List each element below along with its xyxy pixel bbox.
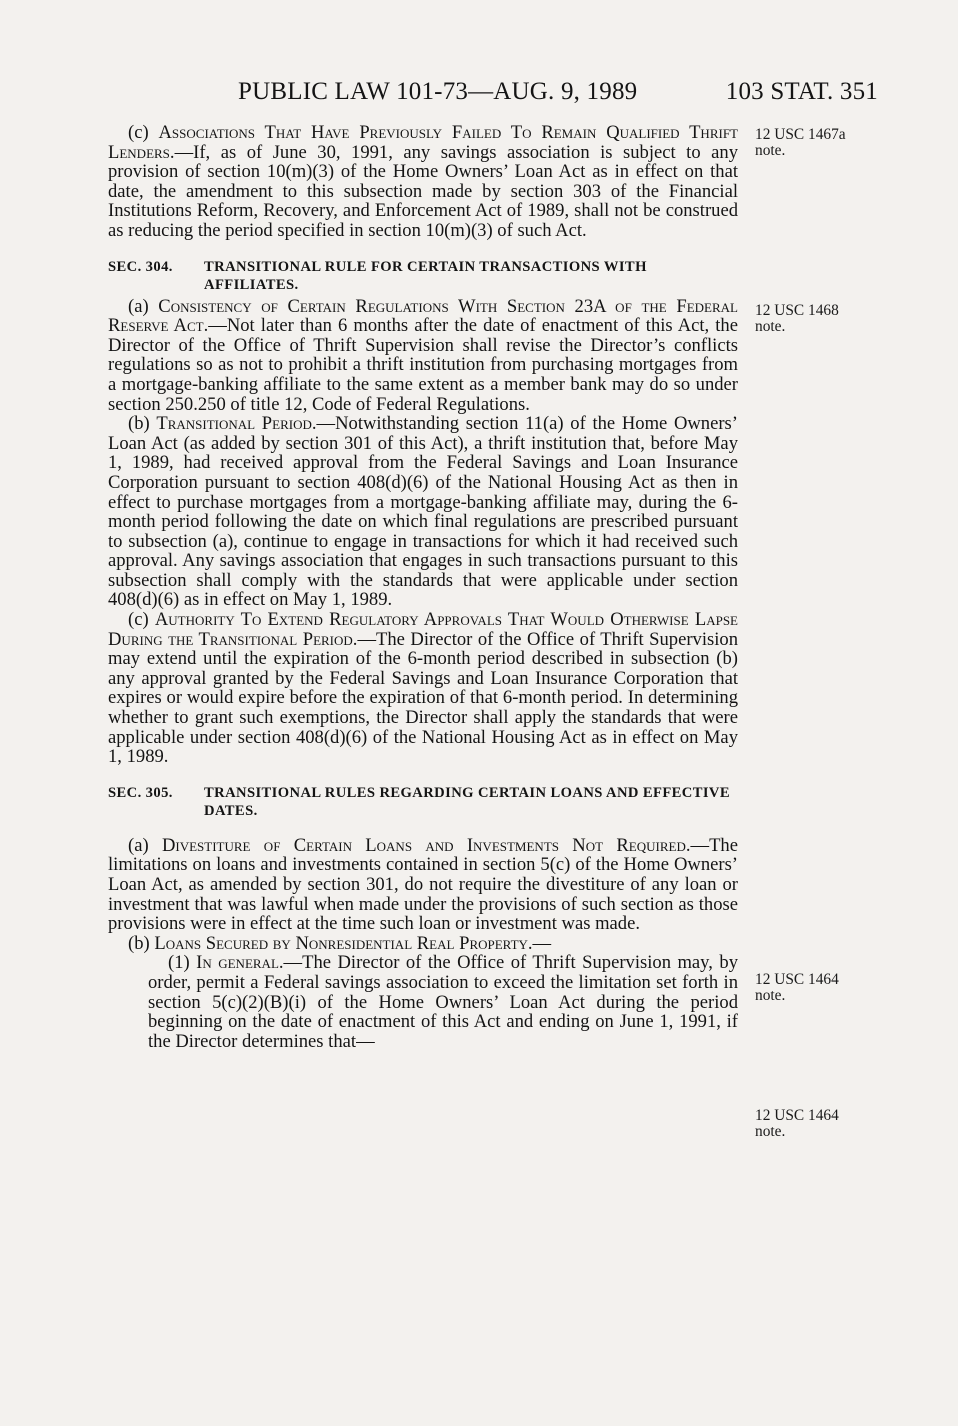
header-title: PUBLIC LAW 101-73—AUG. 9, 1989: [238, 78, 638, 105]
subsection-heading: Transitional Period.: [156, 413, 317, 435]
subsection-text: —Notwithstanding section 11(a) of the Home Owners’ Loan Act (as added by section 301 of this Act), a thrift institution that, before May 1, 1989, had received approval from the Federal Savings and Loan Insurance Corporation pursuant to section 408(d)(6) of the National Housing Act as then in effect to purchase mortgages from a mortgage-banking affiliate may, during the 6-month period following the date on which final regulations are prescribed pursuant to subsection (a), continue to engage in transactions for which it had received such approval. Any savings association that engages in such transactions pursuant to this subsection shall comply with the standards that were applicable under section 408(d)(6) as in effect on May 1, 1989.: [108, 413, 738, 611]
body-text-column: [108, 123, 738, 1051]
running-header: [108, 78, 878, 114]
margin-note-citation: 12 USC 1468: [755, 302, 839, 319]
subsection-label: (a): [128, 834, 149, 856]
margin-note-suffix: note.: [755, 987, 786, 1004]
margin-note-citation: 12 USC 1467a: [755, 126, 846, 143]
margin-note-suffix: note.: [755, 318, 786, 335]
section-number: SEC. 305.: [108, 784, 173, 801]
subsection-text: —The limitations on loans and investments contained in section 5(c) of the Home Owners’ Loan Act, as amended by section 301, do not require the divestiture of any loan or investment that was lawful when made under the provisions of such section as those provisions were in effect at the time such loan or investment was made.: [108, 834, 738, 935]
section-title: TRANSITIONAL RULE FOR CERTAIN TRANSACTIONS WITH AFFILIATES.: [204, 258, 647, 293]
sec303-subsection-c: [108, 123, 738, 241]
sec304-subsection-c: [108, 610, 738, 767]
subsection-text: —If, as of June 30, 1991, any savings association is subject to any provision of section 10(m)(3) of the Home Owners’ Loan Act as in effect on that date, the amendment to this subsection made by section 303 of the Financial Institutions Reform, Recovery, and Enforcement Act of 1989, shall not be construed as reducing the period specified in section 10(m)(3) of such Act.: [108, 141, 738, 241]
subsection-heading: Loans Secured by Nonresidential Real Property.: [154, 932, 533, 954]
margin-note-1: [755, 127, 865, 159]
margin-note-3: [755, 972, 865, 1004]
sec304-subsection-b: [108, 414, 738, 610]
margin-note-suffix: note.: [755, 1123, 786, 1140]
margin-note-2: [755, 303, 865, 335]
paragraph-text: —The Director of the Office of Thrift Supervision may, by order, permit a Federal savings association to exceed the limitation set forth in section 5(c)(2)(B)(i) of the Home Owners’ Loan Act during the period beginning on the date of enactment of this Act and ending on June 1, 1991, if the Director determines that—: [148, 952, 738, 1052]
sec305-paragraph-b1: [108, 953, 738, 1051]
paragraph-heading: In general.: [196, 952, 284, 974]
subsection-heading: Consistency of Certain Regulations With Section 23A of the Federal Reserve Act.: [108, 295, 738, 337]
margin-note-citation: 12 USC 1464: [755, 1107, 839, 1124]
subsection-label: (a): [128, 295, 149, 317]
subsection-text: —The Director of the Office of Thrift Supervision may extend until the expiration of the 6-month period described in subsection (b) any approval granted by the Federal Savings and Loan Insurance Corporation that expires or would expire before the expiration of that 6-month period. In determining whether to grant such exemptions, the Director shall apply the standards that were applicable under section 408(d)(6) of the National Housing Act as in effect on May 1, 1989.: [108, 628, 738, 768]
sec305-subsection-b: [108, 934, 738, 954]
sec305-subsection-a: [108, 836, 738, 934]
section-number: SEC. 304.: [108, 258, 173, 275]
subsection-dash: —: [532, 932, 552, 954]
subsection-label: (b): [128, 932, 150, 954]
paragraph-label: (1): [168, 952, 190, 974]
subsection-heading: Associations That Have Previously Failed To Remain Qualified Thrift Lenders.: [108, 122, 738, 163]
section-title: TRANSITIONAL RULES REGARDING CERTAIN LOANS AND EFFECTIVE DATES.: [204, 784, 731, 819]
sec304-subsection-a: [108, 297, 738, 415]
header-page-ref: 103 STAT. 351: [725, 78, 878, 105]
subsection-label: (c): [128, 609, 149, 631]
subsection-label: (b): [128, 413, 150, 435]
margin-note-suffix: note.: [755, 142, 786, 159]
subsection-heading: Authority To Extend Regulatory Approvals That Would Otherwise Lapse During the Transitional Period.: [108, 609, 739, 650]
subsection-text: —Not later than 6 months after the date of enactment of this Act, the Director of the Office of Thrift Supervision shall revise the Director’s conflicts regulations so as not to prohibit a thrift institution from purchasing mortgages from a mortgage-banking affiliate to the same extent as a member bank may do so under section 250.250 of title 12, Code of Federal Regulations.: [108, 315, 738, 415]
margin-note-citation: 12 USC 1464: [755, 971, 839, 988]
section-305-heading: [108, 784, 738, 820]
subsection-heading: Divestiture of Certain Loans and Investments Not Required.: [161, 834, 691, 856]
margin-note-4: [755, 1108, 865, 1140]
subsection-label: (c): [128, 122, 149, 143]
section-304-heading: [108, 258, 738, 294]
